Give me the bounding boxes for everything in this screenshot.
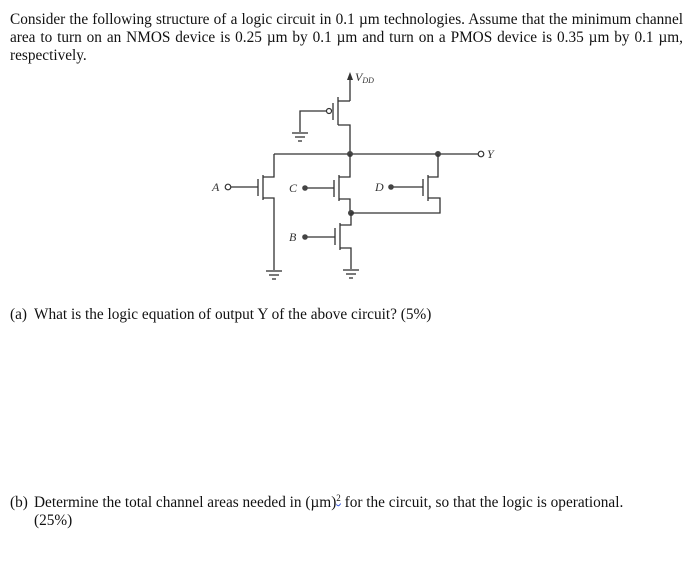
question-b-text: Determine the total channel areas needed in (µm) [34,494,337,512]
vdd-supply [347,70,374,101]
input-dot-icon [388,184,394,190]
ground-icon [266,271,282,279]
input-dot-icon [302,234,308,240]
output-terminal-icon [478,151,484,157]
input-label-a: A [212,180,220,194]
nmos-transistor-d [374,154,438,201]
input-label-d: D [375,180,384,194]
vdd-label: VDD [355,70,374,85]
input-label-b: B [289,230,297,244]
input-terminal-icon [225,184,231,190]
question-a-number: (a) [10,306,27,323]
pmos-transistor [300,97,350,154]
question-b [10,489,680,530]
input-dot-icon [302,185,308,191]
ground-icon [292,133,308,141]
vdd-arrow-icon [347,72,353,80]
question-b-text-cont: for the circuit, so that the logic is operational. [340,494,624,512]
nmos-transistor-c [289,154,350,213]
output-label-y: Y [487,147,494,161]
nmos-transistor-b [289,213,351,269]
question-a [10,306,431,324]
squared-superscript: 2 [336,493,341,503]
input-label-c: C [289,181,298,195]
nmos-transistor-a [211,154,274,270]
question-a-text: What is the logic equation of output Y of the above circuit? (5%) [34,306,432,323]
problem-statement: Consider the following structure of a logic circuit in 0.1 µm technologies. Assume that the minimum channel area to turn on an NMOS device is 0.25 µm by 0.1 µm and turn on a PMOS device is 0.35 µm by 0.1 µm, respectively. [10,11,683,64]
question-b-points: (25%) [34,512,73,530]
ground-icon [343,270,359,278]
pmos-gate-bubble-icon [327,109,332,114]
question-b-number: (b) [10,494,28,512]
